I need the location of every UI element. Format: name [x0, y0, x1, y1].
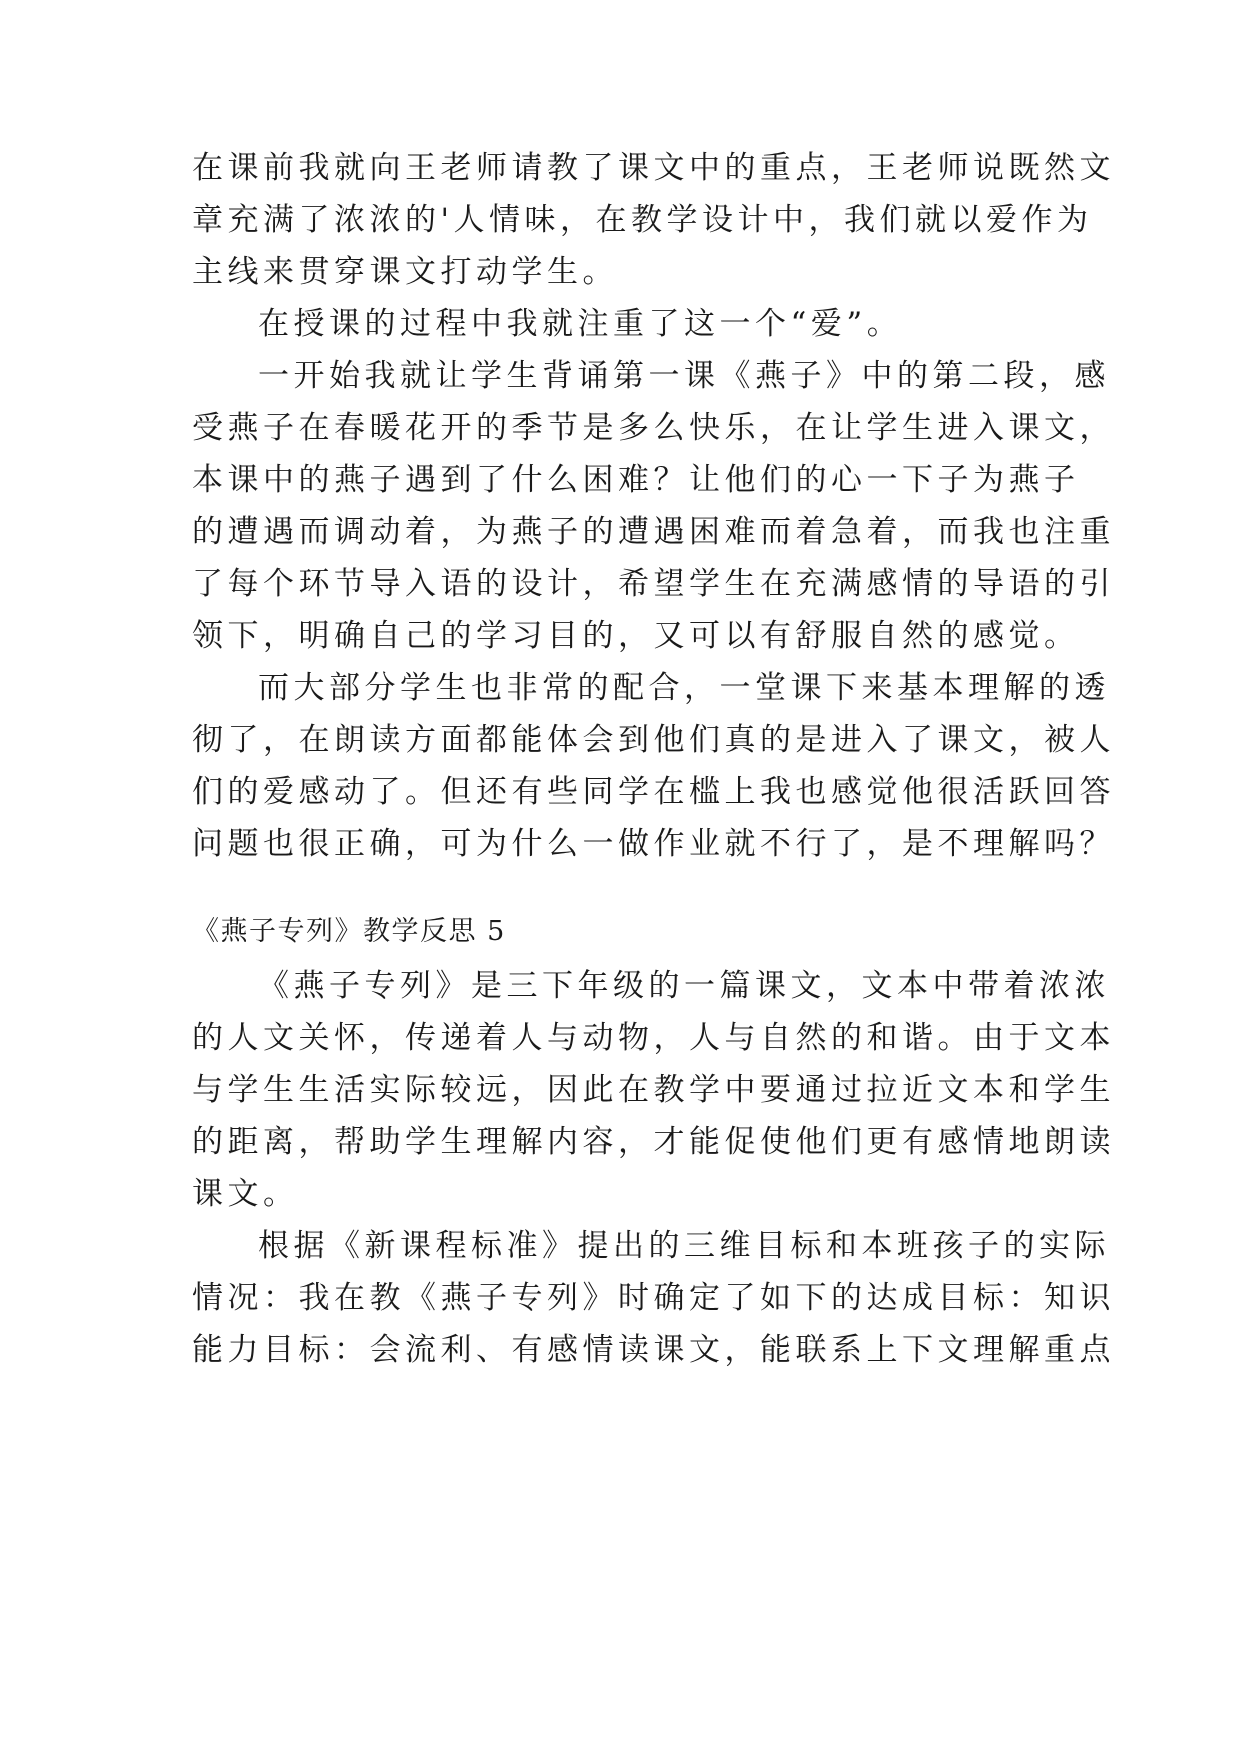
paragraph-line: 的人文关怀，传递着人与动物，人与自然的和谐。由于文本: [192, 1020, 1115, 1056]
paragraph-line: 领下，明确自己的学习目的，又可以有舒服自然的感觉。: [192, 618, 1080, 654]
paragraph-line: 情况：我在教《燕子专列》时确定了如下的达成目标：知识: [192, 1280, 1115, 1316]
paragraph-line: 的距离，帮助学生理解内容，才能促使他们更有感情地朗读: [192, 1124, 1115, 1160]
paragraph-line: 《燕子专列》是三下年级的一篇课文，文本中带着浓浓: [258, 968, 1110, 1004]
paragraph-line: 们的爱感动了。但还有些同学在槛上我也感觉他很活跃回答: [192, 774, 1115, 810]
paragraph-line: 而大部分学生也非常的配合，一堂课下来基本理解的透: [258, 670, 1110, 706]
paragraph-line: 受燕子在春暖花开的季节是多么快乐，在让学生进入课文，: [192, 410, 1115, 446]
section-heading: 《燕子专列》教学反思 5: [192, 916, 506, 947]
paragraph-line: 在授课的过程中我就注重了这一个“爱”。: [258, 306, 903, 342]
paragraph-line: 与学生生活实际较远，因此在教学中要通过拉近文本和学生: [192, 1072, 1115, 1108]
paragraph-line: 课文。: [192, 1176, 299, 1212]
paragraph-line: 本课中的燕子遇到了什么困难？让他们的心一下子为燕子: [192, 462, 1080, 498]
paragraph-line: 主线来贯穿课文打动学生。: [192, 254, 618, 290]
paragraph-line: 根据《新课程标准》提出的三维目标和本班孩子的实际: [258, 1228, 1110, 1264]
paragraph-line: 问题也很正确，可为什么一做作业就不行了，是不理解吗？: [192, 826, 1115, 862]
paragraph-line: 在课前我就向王老师请教了课文中的重点，王老师说既然文: [192, 150, 1115, 186]
paragraph-line: 能力目标：会流利、有感情读课文，能联系上下文理解重点: [192, 1332, 1115, 1368]
paragraph-line: 了每个环节导入语的设计，希望学生在充满感情的导语的引: [192, 566, 1115, 602]
paragraph-line: 彻了，在朗读方面都能体会到他们真的是进入了课文，被人: [192, 722, 1115, 758]
paragraph-line: 一开始我就让学生背诵第一课《燕子》中的第二段，感: [258, 358, 1110, 394]
paragraph-line: 章充满了浓浓的'人情味，在教学设计中，我们就以爱作为: [192, 202, 1093, 238]
paragraph-line: 的遭遇而调动着，为燕子的遭遇困难而着急着，而我也注重: [192, 514, 1115, 550]
